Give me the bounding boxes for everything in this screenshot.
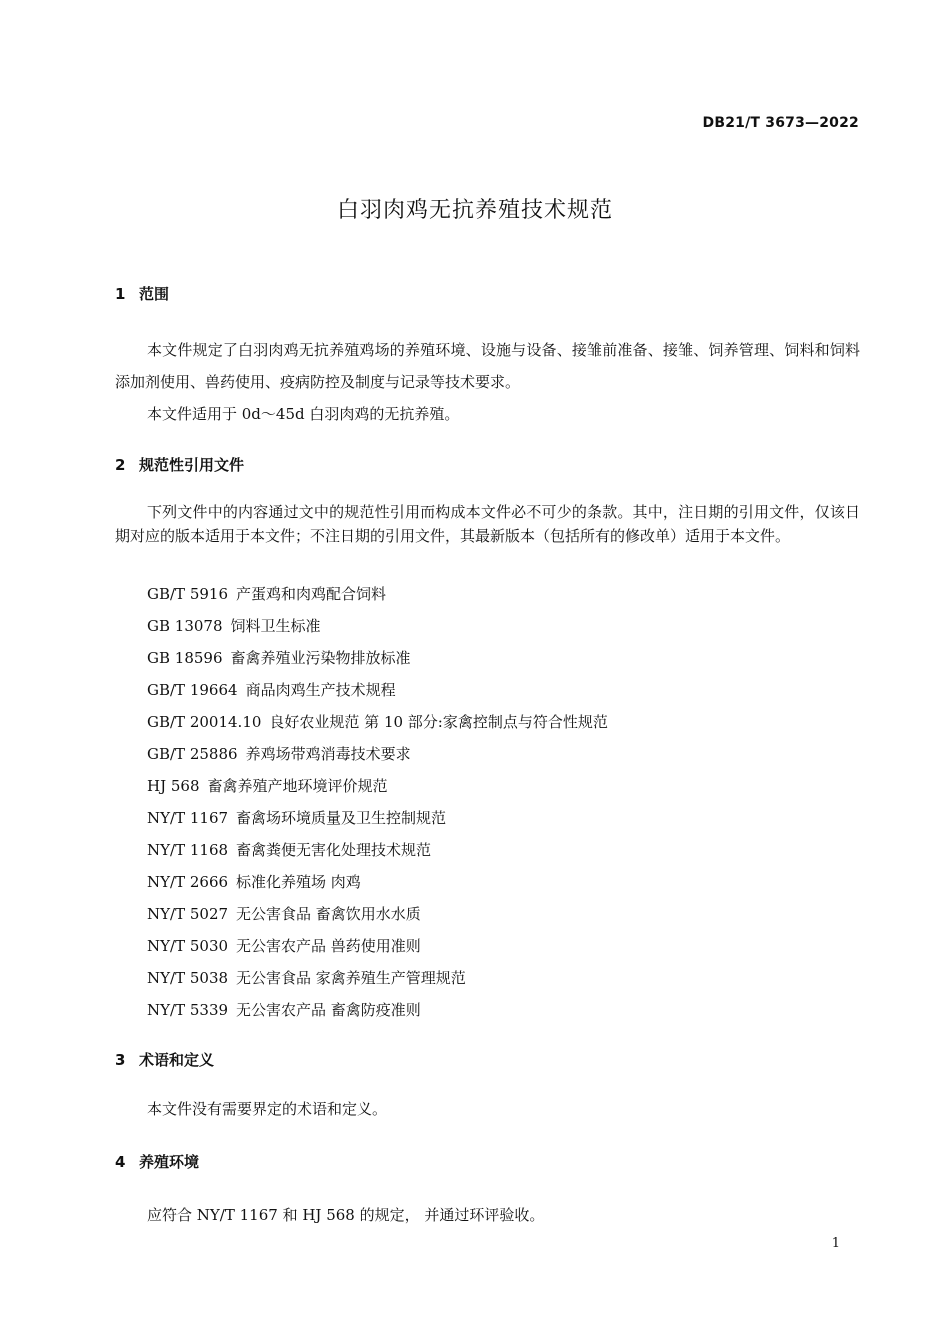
section-heading-terms (115, 1049, 214, 1070)
reference-item (147, 578, 608, 610)
page-number: 1 (831, 1236, 840, 1251)
reference-title: 饲料卫生标准 (230, 617, 321, 635)
reference-code: GB/T 25886 (147, 745, 238, 763)
reference-item (147, 610, 608, 642)
scope-paragraph-2: 本文件适用于 0d～45d 白羽肉鸡的无抗养殖。 (147, 405, 460, 423)
reference-title: 畜禽粪便无害化处理技术规范 (236, 841, 432, 859)
reference-item (147, 866, 608, 898)
reference-title: 无公害食品 畜禽饮用水水质 (236, 905, 421, 923)
section-title: 范围 (139, 285, 170, 303)
reference-code: NY/T 1167 (147, 809, 229, 827)
reference-title: 标准化养殖场 肉鸡 (236, 873, 361, 891)
reference-item (147, 674, 608, 706)
reference-code: NY/T 5030 (147, 937, 229, 955)
reference-title: 产蛋鸡和肉鸡配合饲料 (236, 585, 387, 603)
section-number: 3 (115, 1051, 126, 1069)
section-heading-environment (115, 1151, 199, 1172)
reference-code: NY/T 5038 (147, 969, 229, 987)
reference-title: 无公害食品 家禽养殖生产管理规范 (236, 969, 466, 987)
scope-paragraph-1: 本文件规定了白羽肉鸡无抗养殖鸡场的养殖环境、设施与设备、接雏前准备、接雏、饲养管理、饲料和饲料添加剂使用、兽药使用、疫病防控及制度与记录等技术要求。 (115, 341, 860, 391)
reference-item (147, 930, 608, 962)
section-number: 4 (115, 1153, 126, 1171)
section-number: 2 (115, 456, 126, 474)
reference-code: NY/T 5027 (147, 905, 229, 923)
reference-item (147, 994, 608, 1026)
reference-item (147, 962, 608, 994)
reference-item (147, 898, 608, 930)
reference-item (147, 706, 608, 738)
references-intro-paragraph: 下列文件中的内容通过文中的规范性引用而构成本文件必不可少的条款。其中，注日期的引用文件，仅该日期对应的版本适用于本文件；不注日期的引用文件，其最新版本（包括所有的修改单）适用于本文件。 (115, 503, 860, 545)
environment-paragraph: 应符合 NY/T 1167 和 HJ 568 的规定， 并通过环评验收。 (147, 1206, 545, 1224)
reference-item (147, 802, 608, 834)
reference-title: 畜禽养殖业污染物排放标准 (230, 649, 411, 667)
reference-item (147, 738, 608, 770)
reference-code: HJ 568 (147, 777, 200, 795)
reference-code: GB 18596 (147, 649, 223, 667)
reference-title: 商品肉鸡生产技术规程 (245, 681, 396, 699)
reference-code: NY/T 1168 (147, 841, 229, 859)
reference-title: 良好农业规范 第 10 部分:家禽控制点与符合性规范 (269, 713, 608, 731)
reference-code: GB/T 19664 (147, 681, 238, 699)
reference-item (147, 770, 608, 802)
reference-code: NY/T 5339 (147, 1001, 229, 1019)
reference-code: NY/T 2666 (147, 873, 229, 891)
reference-code: GB/T 20014.10 (147, 713, 262, 731)
reference-item (147, 834, 608, 866)
reference-item (147, 642, 608, 674)
document-title: 白羽肉鸡无抗养殖技术规范 (336, 198, 613, 223)
reference-title: 畜禽场环境质量及卫生控制规范 (236, 809, 447, 827)
section-heading-scope (115, 283, 169, 304)
section-title: 术语和定义 (139, 1051, 215, 1069)
terms-paragraph: 本文件没有需要界定的术语和定义。 (147, 1100, 388, 1118)
section-heading-normative-references (115, 454, 244, 475)
reference-code: GB 13078 (147, 617, 223, 635)
section-number: 1 (115, 285, 126, 303)
section-title: 规范性引用文件 (139, 456, 245, 474)
reference-list (147, 578, 608, 1026)
reference-title: 养鸡场带鸡消毒技术要求 (245, 745, 411, 763)
section-title: 养殖环境 (139, 1153, 200, 1171)
reference-title: 无公害农产品 畜禽防疫准则 (236, 1001, 421, 1019)
reference-code: GB/T 5916 (147, 585, 229, 603)
standard-code: DB21/T 3673—2022 (702, 115, 859, 131)
reference-title: 无公害农产品 兽药使用准则 (236, 937, 421, 955)
reference-title: 畜禽养殖产地环境评价规范 (207, 777, 388, 795)
